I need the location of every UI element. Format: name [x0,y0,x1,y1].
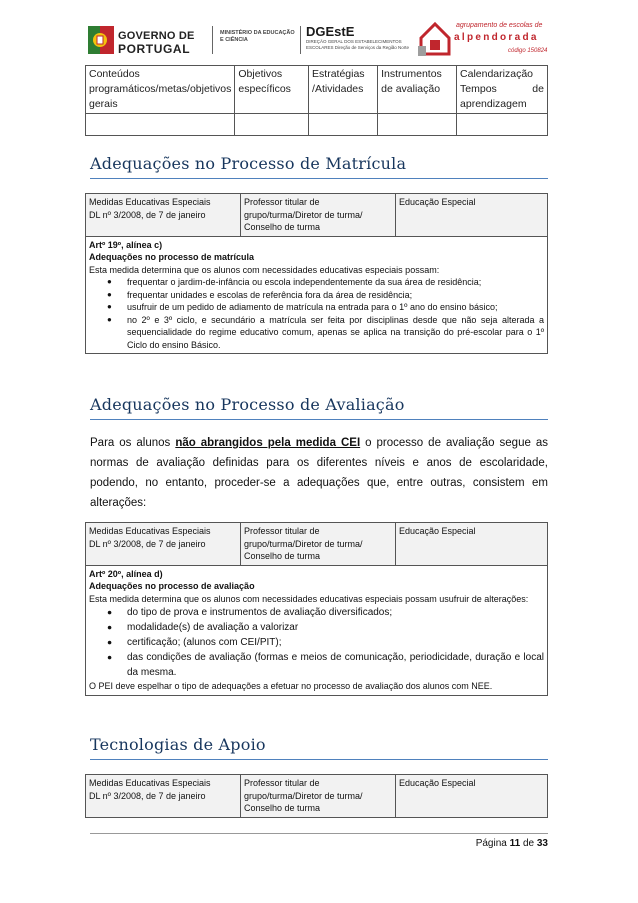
logo-divider [212,26,213,54]
legislation-line2: DL nº 3/2008, de 7 de janeiro [89,209,206,220]
header-cell-conteudos: Conteúdos programáticos/metas/objetivos gerais [86,66,235,114]
gov-line2: PORTUGAL [118,42,191,56]
legislation-line1: Medidas Educativas Especiais [89,778,211,788]
legislation-line2: DL nº 3/2008, de 7 de janeiro [89,538,206,549]
header-cell-calendarizacao: Calendarização Tempos de aprendizagem [457,66,548,114]
table-row [86,114,548,136]
portugal-shield-icon [88,26,114,54]
gov-line1: GOVERNO DE [118,30,195,42]
governo-portugal-logo [88,24,200,58]
dgeste-title: DGEstE [306,24,355,39]
agrupamento-line1: agrupamento de escolas de [456,22,543,29]
matricula-measures-table [85,193,548,354]
table-cell [309,114,378,136]
article-intro: Esta medida determina que os alunos com necessidades educativas especiais possam: [89,264,440,275]
ministry-label: MINISTÉRIO DA EDUCAÇÃO E CIÊNCIA [220,30,295,43]
agrupamento-house-icon [418,20,452,58]
article-subtitle: Adequações no processo de avaliação [89,581,255,591]
list-item: ● certificação; (alunos com CEI/PIT); [89,635,544,650]
table-cell [86,114,235,136]
measures-cell-education: Educação Especial [396,194,548,237]
header-cell-estrategias: Estratégias /Atividades [309,66,378,114]
measures-cell-education: Educação Especial [396,775,548,818]
list-item: ● do tipo de prova e instrumentos de avaliação diversificados; [89,605,544,620]
measures-cell-responsible: Professor titular de grupo/turma/Diretor de turma/ Conselho de turma [241,194,396,237]
avaliacao-paragraph [90,433,548,513]
list-item: ● usufruir de um pedido de adiamento de matrícula na entrada para o 1º ano do ensino básico; [89,301,544,314]
legislation-line2: DL nº 3/2008, de 7 de janeiro [89,790,206,801]
footer-rule [90,833,548,834]
table-cell [378,114,457,136]
list-item: ● frequentar o jardim-de-infância ou escola independentemente da sua área de residência; [89,276,544,289]
section-title-avaliacao: Adequações no Processo de Avaliação [90,395,405,414]
page-total: 33 [536,838,548,849]
page-current: 11 [509,838,521,849]
table-cell [457,114,548,136]
header-cell-instrumentos: Instrumentos de avaliação [378,66,457,114]
article-label: Artº 20º, alínea d) [89,568,163,579]
section-title-tecnologias: Tecnologias de Apoio [90,735,266,754]
measures-cell-responsible: Professor titular de grupo/turma/Diretor de turma/ Conselho de turma [241,523,396,566]
article-label: Artº 19º, alínea c) [89,239,163,250]
tecnologias-measures-table [85,774,548,818]
page-label: Página [475,838,507,849]
page-of-label: de [522,838,535,849]
planning-table [85,65,548,136]
header-cell-objetivos: Objetivos específicos [235,66,309,114]
section-rule [90,419,548,420]
article-bullet-list [89,276,544,351]
measures-body-row [86,565,548,695]
avaliacao-measures-table [85,522,548,696]
measures-header-row [86,523,548,566]
legislation-line1: Medidas Educativas Especiais [89,197,211,207]
agrupamento-line2: alpendorada [454,32,539,43]
measures-header-row [86,775,548,818]
table-cell [235,114,309,136]
paragraph-text: o processo de avaliação segue as normas de avaliação definidas para os diferentes níveis e anos de escolaridade, podendo, no entanto, proceder-se a adequações que, entre outras, consistem em alterações: [90,437,548,509]
article-subtitle: Adequações no processo de matrícula [89,252,255,262]
measures-body-row [86,236,548,354]
section-title-matricula: Adequações no Processo de Matrícula [90,154,407,173]
section-rule [90,178,548,179]
paragraph-text: Para os alunos [90,437,171,449]
list-item: ● no 2º e 3º ciclo, e secundário a matrícula ser feita por disciplinas desde que não seja alterada a sequencialidade do regime educativo comum, apenas se aplica na transição do pré-escolar para o 1º Ciclo do ensino Básico. [89,314,544,352]
list-item: ● modalidade(s) de avaliação a valorizar [89,620,544,635]
page-header [88,18,558,62]
article-intro: Esta medida determina que os alunos com necessidades educativas especiais possam usufruir de alterações: [89,593,529,604]
dgeste-subtitle: DIREÇÃO GERAL DOS ESTABELECIMENTOS ESCOLARES Direção de Serviços da Região Norte [306,39,410,50]
measures-cell-legislation [86,523,241,566]
measures-cell-legislation [86,194,241,237]
page-number [476,838,548,849]
measures-cell-education: Educação Especial [396,523,548,566]
agrupamento-code: código 150824 [508,48,548,54]
list-item: ● das condições de avaliação (formas e meios de comunicação, periodicidade, duração e local da mesma. [89,650,544,680]
article-bullet-list [89,605,544,680]
paragraph-emphasis: não abrangidos pela medida CEI [175,437,361,449]
measures-body-cell [86,565,548,695]
measures-body-cell [86,236,548,354]
table-header-row [86,66,548,114]
measures-header-row [86,194,548,237]
list-item: ● frequentar unidades e escolas de referência fora da área de residência; [89,289,544,302]
measures-cell-responsible: Professor titular de grupo/turma/Diretor de turma/ Conselho de turma [241,775,396,818]
legislation-line1: Medidas Educativas Especiais [89,526,211,536]
logo-divider [300,26,301,54]
section-rule [90,759,548,760]
article-closing: O PEI deve espelhar o tipo de adequações a efetuar no processo de avaliação dos alunos com NEE. [89,681,493,691]
measures-cell-legislation [86,775,241,818]
